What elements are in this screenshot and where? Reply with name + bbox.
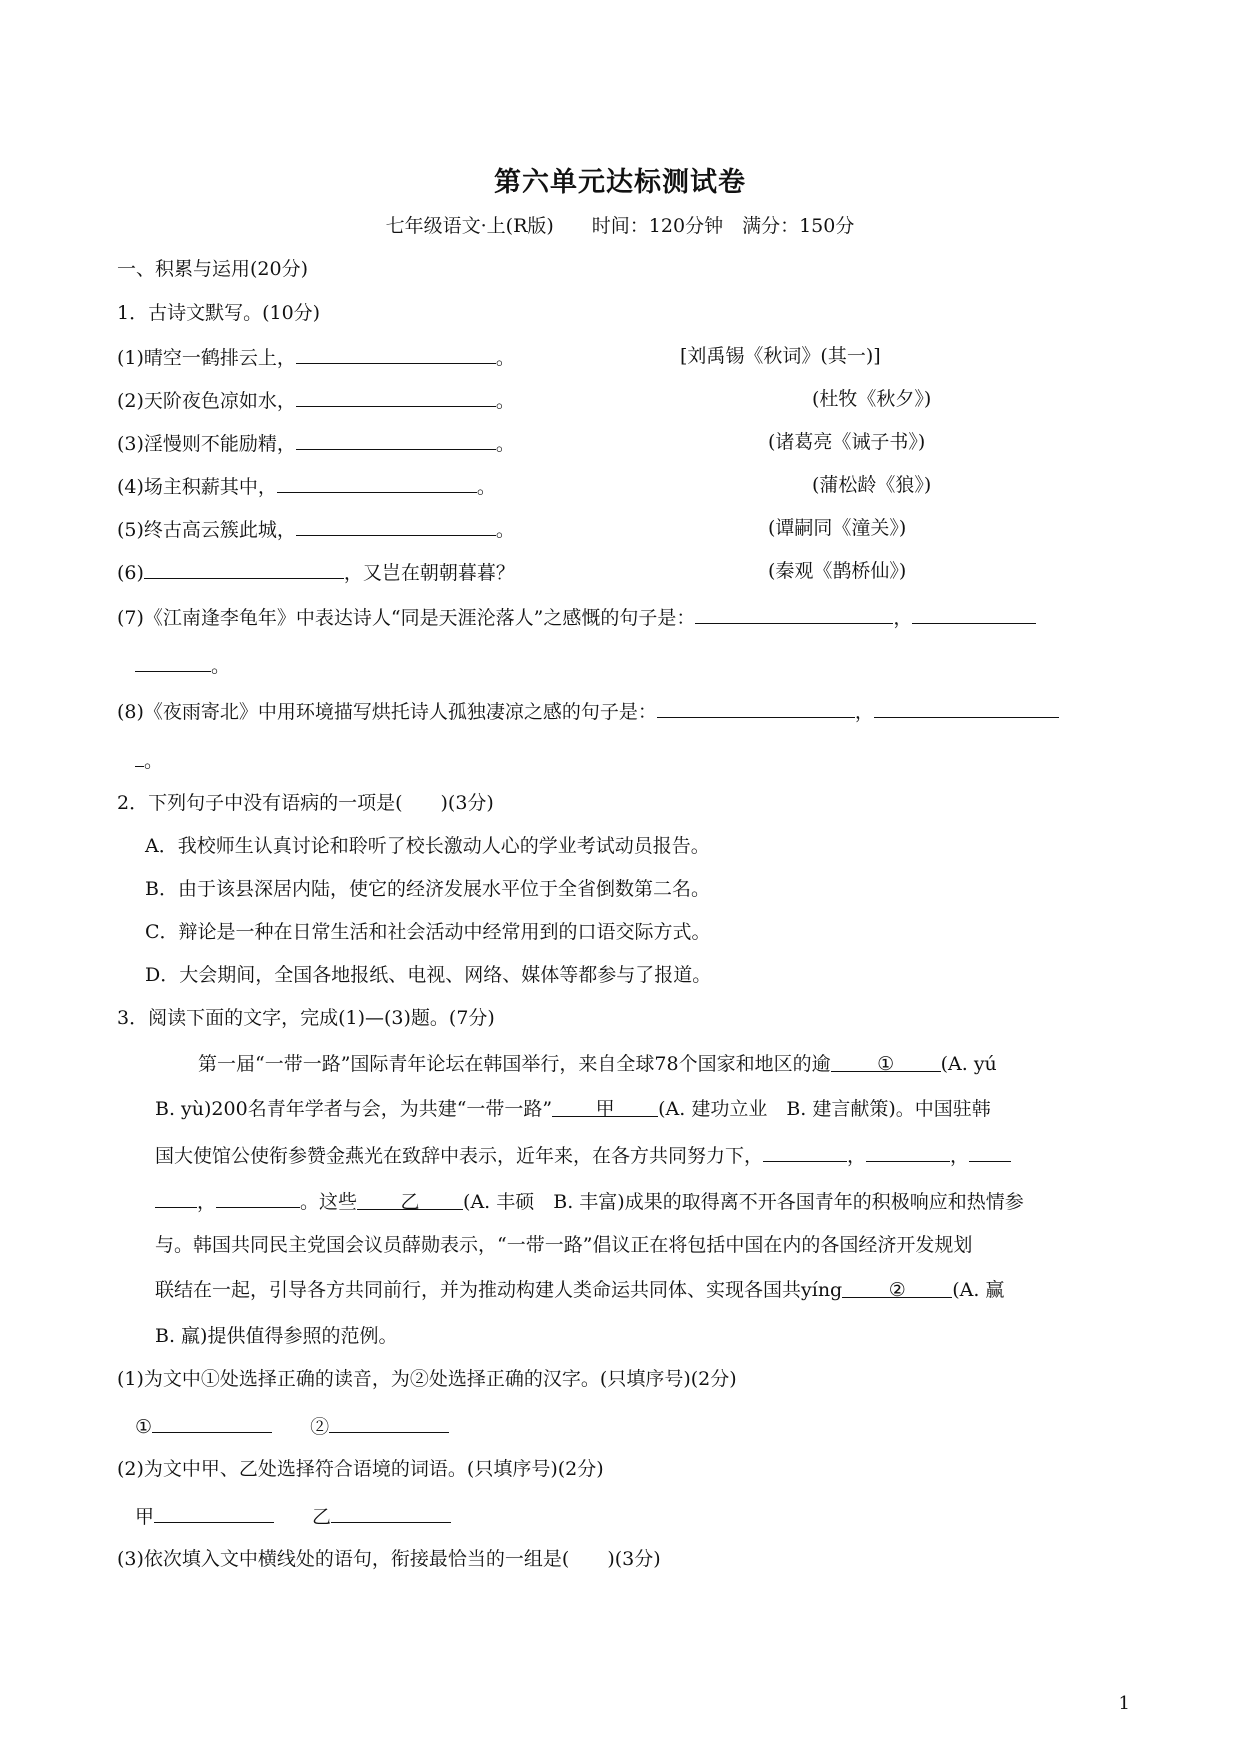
answer-blank[interactable] — [657, 697, 855, 718]
poem-item: (5)终古高云簇此城， 。 — [117, 515, 515, 543]
poem-source: (秦观《鹊桥仙》) — [768, 560, 907, 582]
blank-yi[interactable]: 乙 — [357, 1189, 463, 1210]
poem-item: (6) ，又岂在朝朝暮暮？ — [117, 558, 515, 586]
passage-line: B. 羸)提供值得参照的范例。 — [155, 1325, 398, 1347]
poem-source: [刘禹锡《秋词》(其一)] — [680, 345, 881, 367]
answer-blank[interactable] — [277, 472, 477, 493]
answer-blank[interactable] — [874, 697, 1059, 718]
answer-blank[interactable] — [296, 515, 496, 536]
poem-item: (1)晴空一鹤排云上， 。 — [117, 343, 515, 371]
passage-line: B. yù)200名青年学者与会，为共建“一带一路” 甲 (A. 建功立业 B. 建言献策)。中国驻韩 — [155, 1098, 991, 1120]
passage-line: ， 。这些 乙 (A. 丰硕 B. 丰富)成果的取得离不开各国青年的积极响应和热情参 — [155, 1187, 1024, 1215]
answer-blank[interactable] — [155, 1187, 197, 1208]
answer-blank[interactable] — [152, 1412, 272, 1433]
passage-line: 联结在一起，引导各方共同前行，并为推动构建人类命运共同体、实现各国共yíng ② (A. 赢 — [155, 1279, 1005, 1301]
poem-item-7: (7)《江南逢李龟年》中表达诗人“同是天涯沦落人”之感慨的句子是： ， — [117, 603, 1036, 631]
answer-blank[interactable] — [912, 603, 1036, 624]
poem-source: (蒲松龄《狼》) — [812, 474, 932, 496]
sub-answer-2: 甲 乙 — [135, 1502, 451, 1530]
sub-question-2: (2)为文中甲、乙处选择符合语境的词语。(只填序号)(2分) — [117, 1458, 604, 1480]
question-stem: 2．下列句子中没有语病的一项是( )(3分) — [117, 792, 494, 814]
answer-blank[interactable] — [331, 1502, 451, 1523]
option-a[interactable]: A．我校师生认真讨论和聆听了校长激动人心的学业考试动员报告。 — [145, 835, 710, 857]
answer-blank[interactable] — [135, 651, 211, 672]
answer-blank[interactable] — [296, 343, 496, 364]
poem-source: (谭嗣同《潼关》) — [768, 517, 907, 539]
option-b[interactable]: B．由于该县深居内陆，使它的经济发展水平位于全省倒数第二名。 — [145, 878, 710, 900]
poem-item: (2)天阶夜色凉如水， 。 — [117, 386, 515, 414]
option-d[interactable]: D．大会期间，全国各地报纸、电视、网络、媒体等都参与了报道。 — [145, 964, 712, 986]
poem-source: (杜牧《秋夕》) — [812, 388, 932, 410]
answer-blank[interactable] — [296, 429, 496, 450]
passage-line: 与。韩国共同民主党国会议员薛勋表示，“一带一路”倡议正在将包括中国在内的各国经济开发规划 — [155, 1234, 973, 1256]
answer-blank[interactable] — [763, 1141, 847, 1162]
poem-item: (4)场主积薪其中， 。 — [117, 472, 496, 500]
poem-item-8-cont: 。 — [135, 746, 163, 774]
answer-blank[interactable] — [144, 558, 344, 579]
answer-blank[interactable] — [695, 603, 893, 624]
poem-source: (诸葛亮《诫子书》) — [768, 431, 926, 453]
answer-blank[interactable] — [969, 1141, 1011, 1162]
poem-item: (3)淫慢则不能励精， 。 — [117, 429, 515, 457]
answer-blank[interactable] — [329, 1412, 449, 1433]
blank-jia[interactable]: 甲 — [552, 1096, 658, 1117]
exam-info: 七年级语文·上(R版) 时间：120分钟 满分：150分 — [385, 215, 855, 237]
section-heading: 一、积累与运用(20分) — [117, 258, 309, 280]
page-title: 第六单元达标测试卷 — [494, 167, 746, 198]
blank-2[interactable]: ② — [842, 1277, 952, 1298]
sub-answer-1: ① ② — [135, 1412, 449, 1440]
question-stem: 3．阅读下面的文字，完成(1)—(3)题。(7分) — [117, 1007, 495, 1029]
poem-item-8: (8)《夜雨寄北》中用环境描写烘托诗人孤独凄凉之感的句子是： ， — [117, 697, 1059, 725]
sub-question-3: (3)依次填入文中横线处的语句，衔接最恰当的一组是( )(3分) — [117, 1548, 661, 1570]
sub-question-1: (1)为文中①处选择正确的读音，为②处选择正确的汉字。(只填序号)(2分) — [117, 1368, 737, 1390]
question-stem: 1．古诗文默写。(10分) — [117, 302, 321, 324]
answer-blank[interactable] — [135, 746, 144, 767]
answer-blank[interactable] — [296, 386, 496, 407]
passage-line: 国大使馆公使衔参赞金燕光在致辞中表示，近年来，在各方共同努力下， ， ， — [155, 1141, 1011, 1169]
answer-blank[interactable] — [866, 1141, 950, 1162]
blank-1[interactable]: ① — [831, 1051, 941, 1072]
answer-blank[interactable] — [216, 1187, 300, 1208]
poem-item-7-cont: 。 — [135, 651, 230, 679]
passage-line: 第一届“一带一路”国际青年论坛在韩国举行，来自全球78个国家和地区的逾 ① (A. yú — [198, 1053, 997, 1075]
answer-blank[interactable] — [154, 1502, 274, 1523]
page-number: 1 — [1118, 1693, 1130, 1714]
option-c[interactable]: C．辩论是一种在日常生活和社会活动中经常用到的口语交际方式。 — [145, 921, 711, 943]
